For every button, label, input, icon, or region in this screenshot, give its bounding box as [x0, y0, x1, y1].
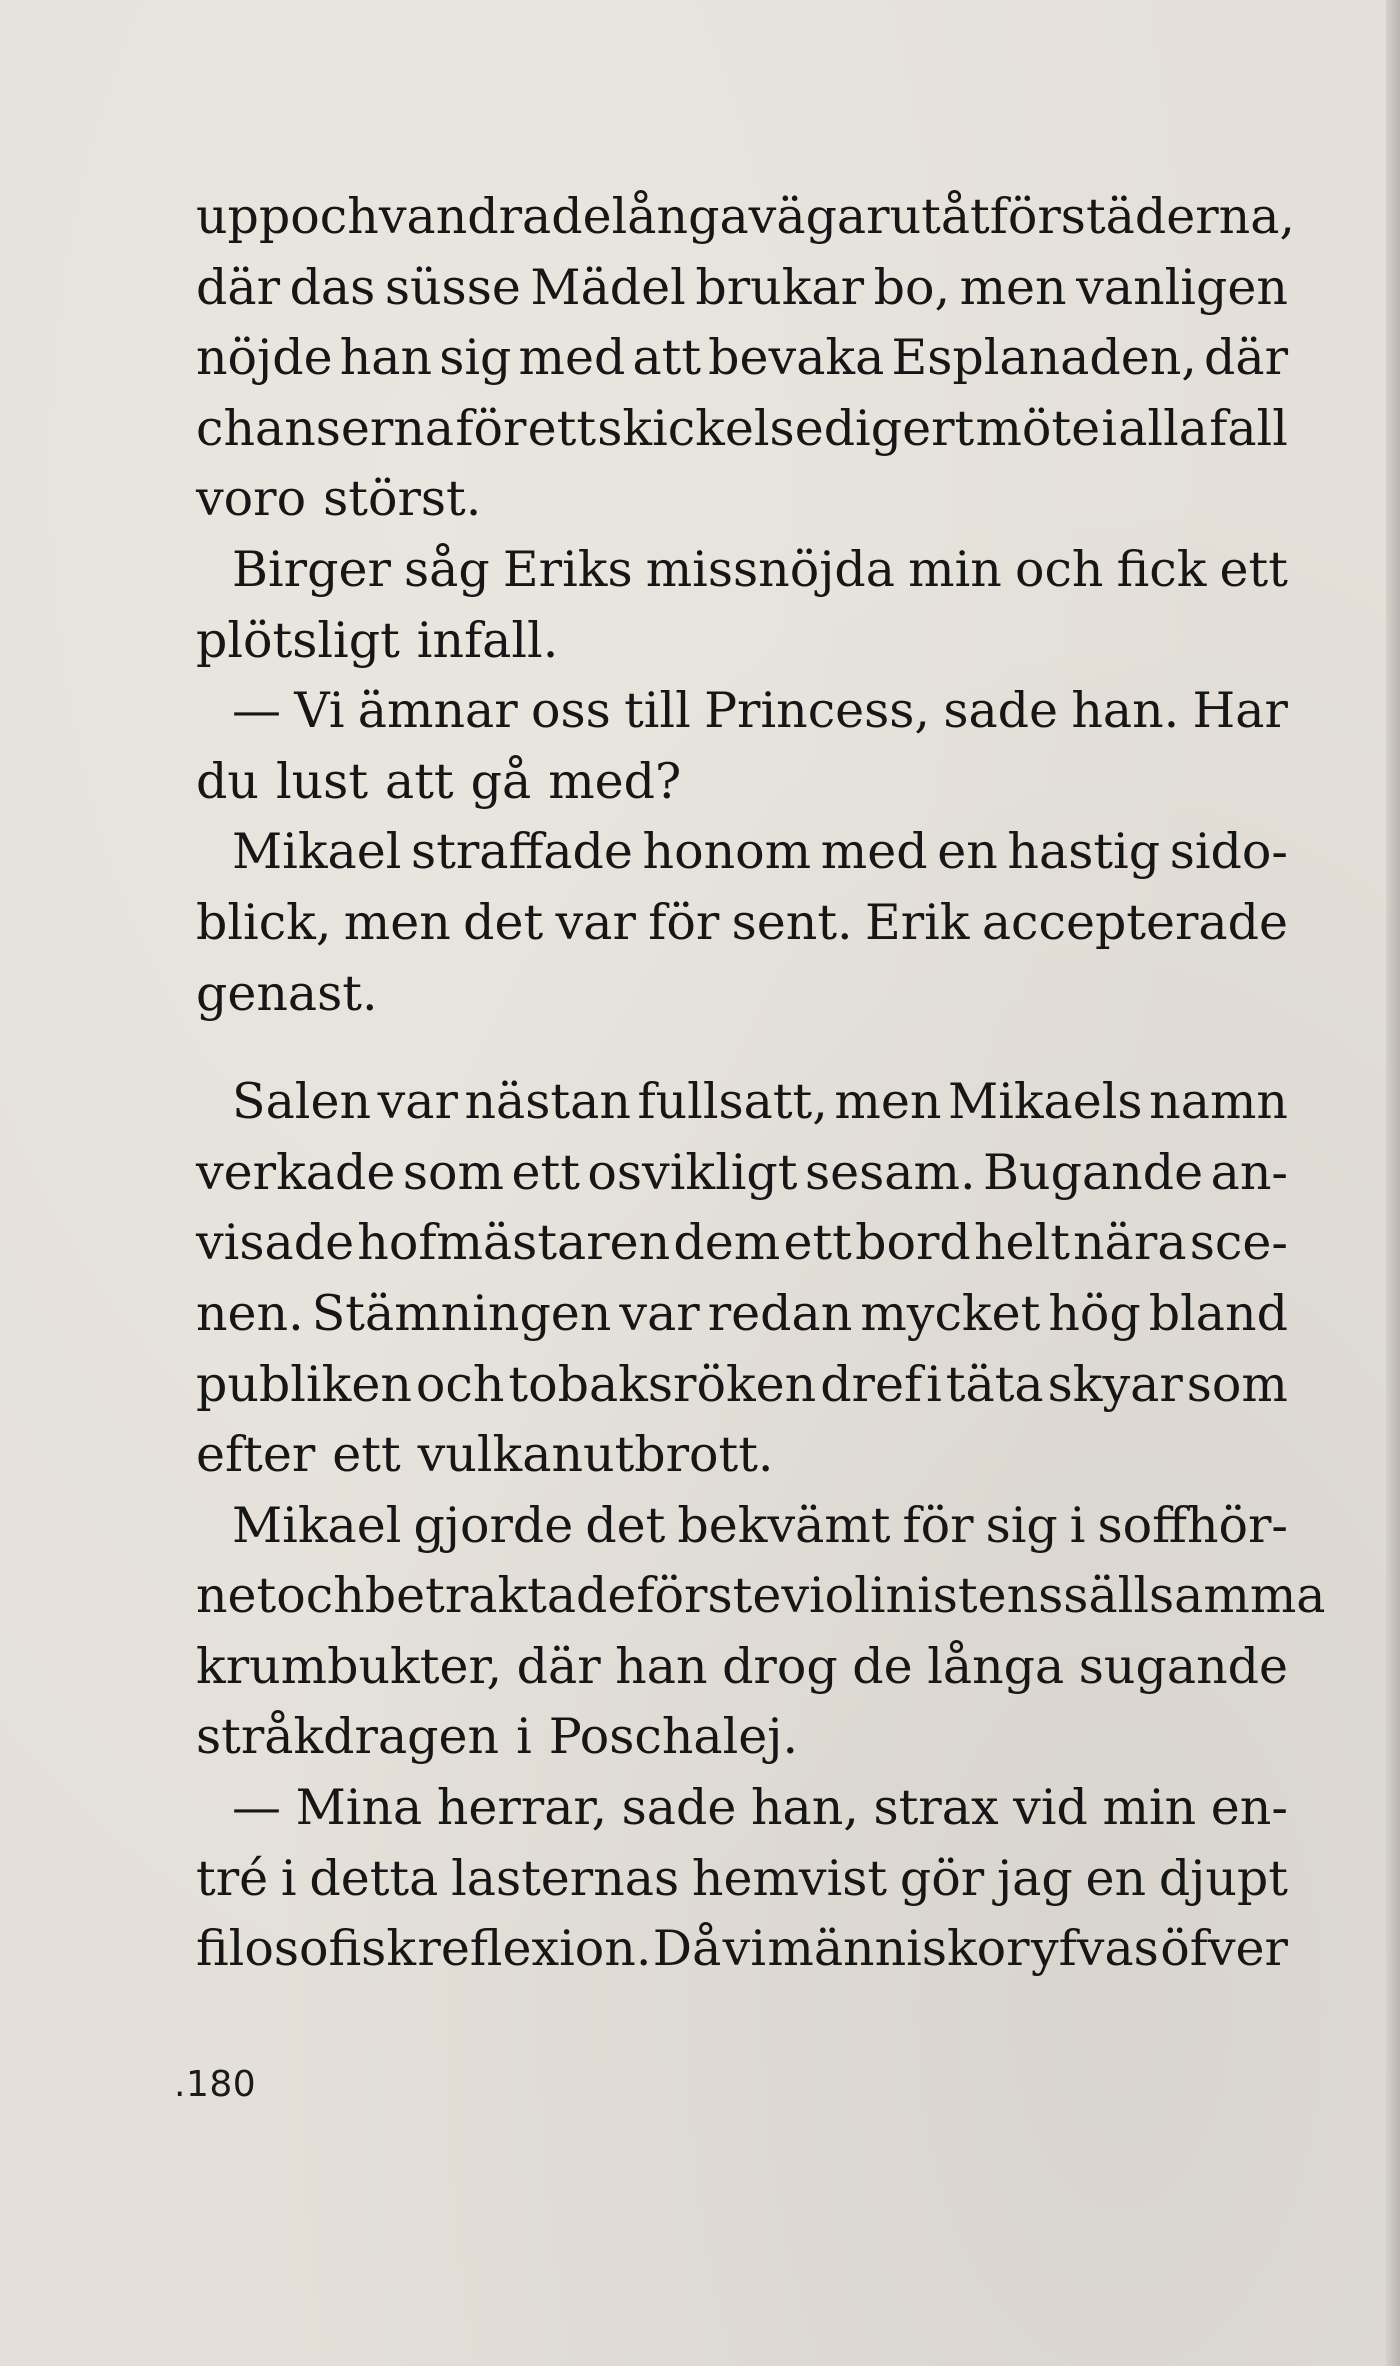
text-line: visade hofmästaren dem ett bord helt nära sce-	[196, 1214, 1288, 1272]
text-line: du lust att gå med?	[196, 752, 682, 810]
text-line: krumbukter, där han drog de långa sugande	[196, 1637, 1288, 1695]
text-line: — Mina herrar, sade han, strax vid min en-	[232, 1779, 1288, 1837]
text-line: plötsligt infall.	[196, 611, 559, 669]
text-line: tré i detta lasternas hemvist gör jag en djupt	[196, 1849, 1288, 1907]
text-line: publiken och tobaksröken dref i täta skyar som	[196, 1355, 1288, 1413]
text-line: Birger såg Eriks missnöjda min och fick ett	[232, 540, 1288, 598]
text-line: efter ett vulkanutbrott.	[196, 1426, 774, 1484]
text-line: filosofisk reflexion. Då vi människor yfvas öfver	[196, 1920, 1288, 1978]
text-line: Mikael gjorde det bekvämt för sig i soffhör-	[232, 1496, 1288, 1554]
page-number: .180	[174, 2064, 257, 2105]
text-line: nöjde han sig med att bevaka Esplanaden, där	[196, 329, 1288, 387]
text-line: blick, men det var för sent. Erik accepterade	[196, 893, 1288, 951]
text-line: Salen var nästan fullsatt, men Mikaels namn	[232, 1073, 1288, 1131]
text-line: nen. Stämningen var redan mycket hög bland	[196, 1284, 1288, 1342]
text-line: voro störst.	[196, 470, 482, 528]
text-line: Mikael straffade honom med en hastig sido-	[232, 823, 1288, 881]
body-text	[196, 182, 1326, 1985]
text-line: upp och vandrade långa vägar utåt förstäderna,	[196, 188, 1295, 245]
section-break	[196, 1029, 1288, 1067]
text-line: — Vi ämnar oss till Princess, sade han. Har	[232, 682, 1288, 740]
page-edge	[1386, 0, 1400, 2366]
text-line: genast.	[196, 964, 378, 1022]
text-line: verkade som ett osvikligt sesam. Bugande an-	[196, 1143, 1288, 1201]
text-line: chanserna för ett skickelsedigert möte i alla fall	[196, 399, 1288, 457]
text-line: där das süsse Mädel brukar bo, men vanligen	[196, 258, 1288, 316]
text-line: net och betraktade förste violinistens sällsamma	[196, 1567, 1326, 1625]
text-line: stråkdragen i Poschalej.	[196, 1708, 799, 1766]
